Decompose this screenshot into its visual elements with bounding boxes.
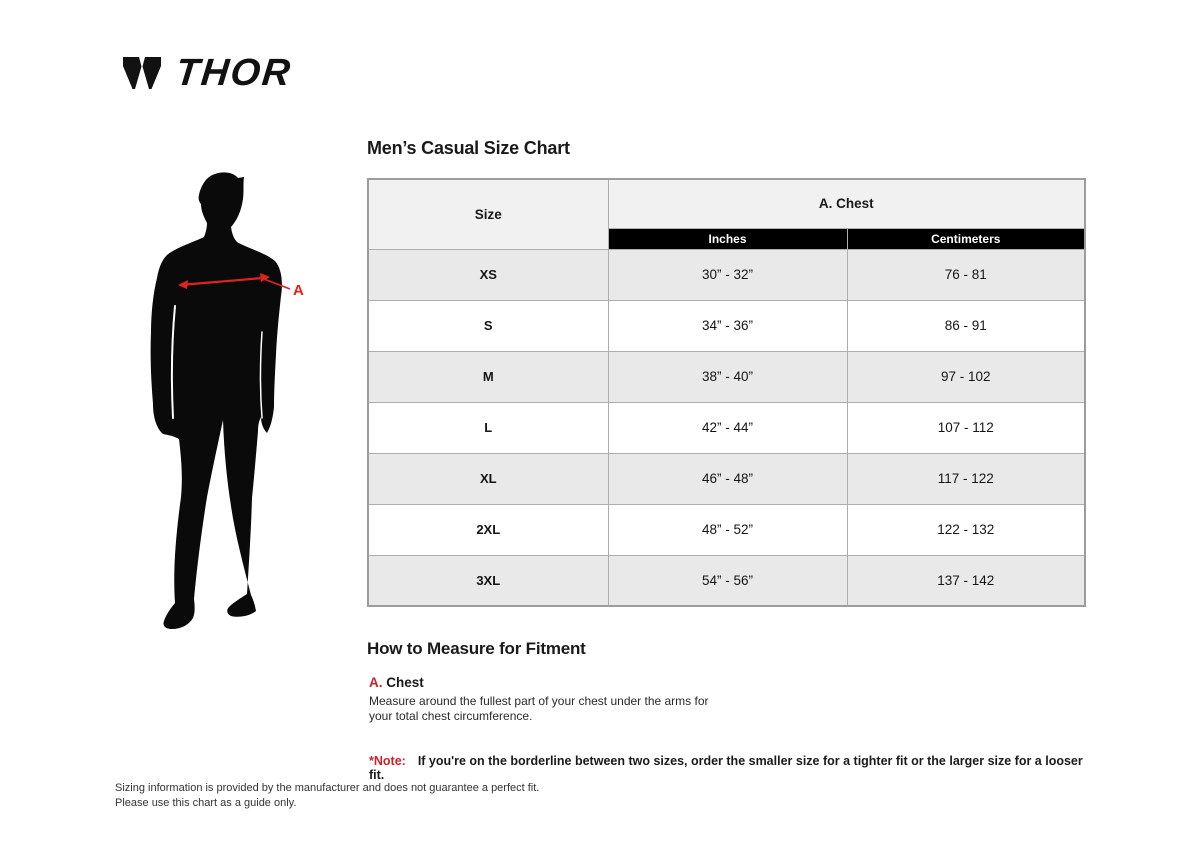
measurement-label-a: A: [293, 282, 304, 299]
size-cell: M: [368, 351, 608, 402]
table-row: [368, 402, 1085, 453]
measure-item-title: [369, 675, 1084, 691]
cm-cell: 107 - 112: [847, 402, 1085, 453]
measure-item-letter: A.: [369, 675, 383, 690]
disclaimer-footer: [115, 781, 539, 811]
table-row: [368, 351, 1085, 402]
inches-cell: 38” - 40”: [608, 351, 847, 402]
table-row: [368, 555, 1085, 606]
disclaimer-line-2: Please use this chart as a guide only.: [115, 797, 297, 809]
disclaimer-line-1: Sizing information is provided by the manufacturer and does not guarantee a perfect fit.: [115, 782, 540, 794]
male-silhouette-figure: [148, 166, 318, 646]
measure-section-heading: How to Measure for Fitment: [367, 639, 586, 658]
inches-cell: 48” - 52”: [608, 504, 847, 555]
size-cell: XL: [368, 453, 608, 504]
note-text: If you're on the borderline between two sizes, order the smaller size for a tighter fit or the larger size for a looser fit.: [369, 754, 1083, 782]
measure-item-chest: [369, 675, 1084, 724]
cm-cell: 122 - 132: [847, 504, 1085, 555]
cm-cell: 86 - 91: [847, 300, 1085, 351]
table-row: [368, 300, 1085, 351]
table-row: [368, 504, 1085, 555]
centimeters-column-header: Centimeters: [847, 228, 1085, 249]
chest-column-header: A. Chest: [608, 179, 1085, 228]
inches-column-header: Inches: [608, 228, 847, 249]
page-title: Men’s Casual Size Chart: [367, 138, 570, 158]
body-silhouette: [151, 172, 282, 629]
measure-item-description: Measure around the fullest part of your chest under the arms for your total chest circumference.: [369, 694, 709, 723]
thor-logo: [123, 54, 292, 92]
cm-cell: 76 - 81: [847, 249, 1085, 300]
table-row: [368, 249, 1085, 300]
cm-cell: 117 - 122: [847, 453, 1085, 504]
size-cell: XS: [368, 249, 608, 300]
note-label: *Note:: [369, 754, 406, 768]
inches-cell: 46” - 48”: [608, 453, 847, 504]
size-cell: 2XL: [368, 504, 608, 555]
cm-cell: 137 - 142: [847, 555, 1085, 606]
inches-cell: 34” - 36”: [608, 300, 847, 351]
size-column-header: Size: [368, 179, 608, 249]
table-row: [368, 453, 1085, 504]
size-chart-table: [367, 178, 1086, 607]
thor-wordmark: THOR: [173, 52, 294, 94]
inches-cell: 42” - 44”: [608, 402, 847, 453]
measure-item-name: Chest: [386, 675, 424, 690]
thor-horns-icon: [123, 56, 163, 90]
sizing-note: [369, 754, 1084, 782]
size-chart-content: [367, 136, 1084, 782]
cm-cell: 97 - 102: [847, 351, 1085, 402]
inches-cell: 54” - 56”: [608, 555, 847, 606]
size-cell: 3XL: [368, 555, 608, 606]
size-cell: L: [368, 402, 608, 453]
inches-cell: 30” - 32”: [608, 249, 847, 300]
size-cell: S: [368, 300, 608, 351]
